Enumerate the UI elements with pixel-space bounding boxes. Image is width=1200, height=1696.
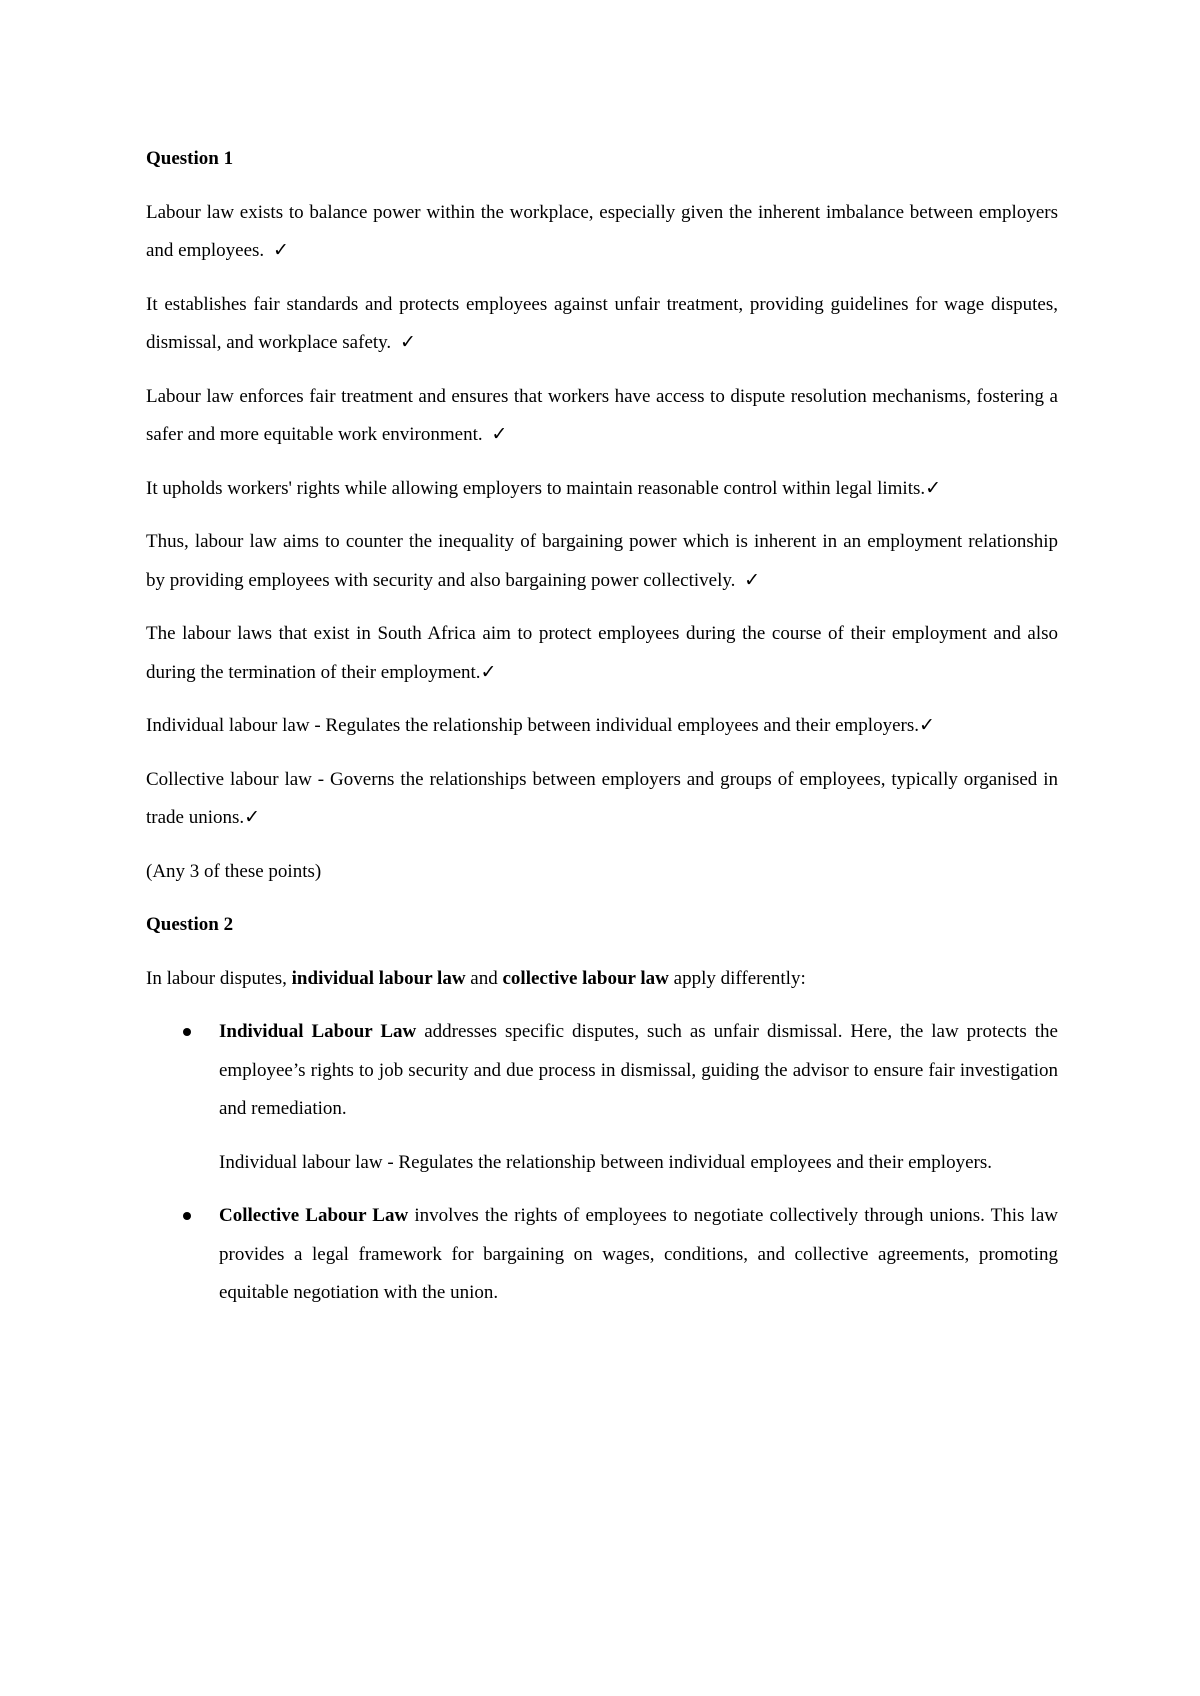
intro-mid: and: [465, 967, 503, 989]
bullet-description: addresses specific disputes, such as unfair dismissal. Here, the law protects the employee’s rights to job security and due process in dismissal, guiding the advisor to ensure fair investigation and remediation.: [219, 1021, 1058, 1119]
check-mark-icon: ✓: [744, 569, 761, 591]
q1-note: (Any 3 of these points): [146, 860, 322, 882]
check-mark-icon: ✓: [399, 332, 416, 353]
paragraph-text: Labour law exists to balance power within the workplace, especially given the inherent imbalance between employers and employees.: [146, 201, 1058, 261]
q1-paragraph: [146, 286, 1058, 363]
paragraph-text: It establishes fair standards and protects employees against unfair treatment, providing guidelines for wage disputes, dismissal, and workplace safety.: [146, 293, 1058, 353]
paragraph-text: Labour law enforces fair treatment and ensures that workers have access to dispute resolution mechanisms, fostering a safer and more equitable work environment.: [146, 385, 1058, 445]
bullet-text: [219, 1197, 1058, 1313]
q1-paragraph: [146, 615, 1058, 692]
q2-intro: [146, 960, 1058, 999]
bullet-extra-text: Individual labour law - Regulates the relationship between individual employees and their employers.: [219, 1151, 992, 1173]
intro-suffix: apply differently:: [668, 967, 806, 989]
bullet-term: Individual Labour Law: [219, 1021, 417, 1042]
bullet-text: [219, 1013, 1058, 1129]
check-mark-icon: ✓: [480, 661, 497, 683]
bullet-icon: [183, 1028, 191, 1036]
q1-paragraph: [146, 470, 1058, 509]
q1-paragraph: [146, 707, 1058, 746]
paragraph-text: It upholds workers' rights while allowing employers to maintain reasonable control within legal limits.: [146, 477, 926, 499]
intro-bold-individual: individual labour law: [291, 967, 466, 989]
check-mark-icon: ✓: [272, 240, 289, 261]
intro-bold-collective: collective labour law: [502, 967, 669, 989]
document-body: [146, 140, 1058, 1328]
q2-bullet-list: [146, 1013, 1058, 1313]
paragraph-text: Thus, labour law aims to counter the inequality of bargaining power which is inherent in an employment relationship by providing employees with security and also bargaining power collectively.: [146, 531, 1058, 591]
paragraph-text: Individual labour law - Regulates the relationship between individual employees and their employers.: [146, 715, 919, 736]
bullet-icon: [183, 1212, 191, 1220]
q1-paragraph: [146, 523, 1058, 600]
q1-paragraph: [146, 194, 1058, 271]
question-1-heading: Question 1: [146, 148, 234, 169]
check-mark-icon: ✓: [918, 715, 935, 736]
paragraph-text: The labour laws that exist in South Africa aim to protect employees during the course of their employment and also during the termination of their employment.: [146, 623, 1058, 683]
list-item: [146, 1197, 1058, 1313]
check-mark-icon: ✓: [244, 807, 261, 828]
bullet-description: involves the rights of employees to negotiate collectively through unions. This law provides a legal framework for bargaining on wages, conditions, and collective agreements, promoting equitable negotiation with the union.: [219, 1205, 1058, 1303]
bullet-term: Collective Labour Law: [219, 1205, 409, 1226]
q1-paragraph: [146, 761, 1058, 838]
question-2-heading: Question 2: [146, 914, 234, 935]
check-mark-icon: ✓: [925, 477, 942, 499]
paragraph-text: Collective labour law - Governs the relationships between employers and groups of employees, typically organised in trade unions.: [146, 768, 1058, 828]
list-item: [146, 1013, 1058, 1182]
check-mark-icon: ✓: [491, 424, 508, 445]
intro-prefix: In labour disputes,: [146, 967, 292, 989]
q1-paragraph: [146, 378, 1058, 455]
